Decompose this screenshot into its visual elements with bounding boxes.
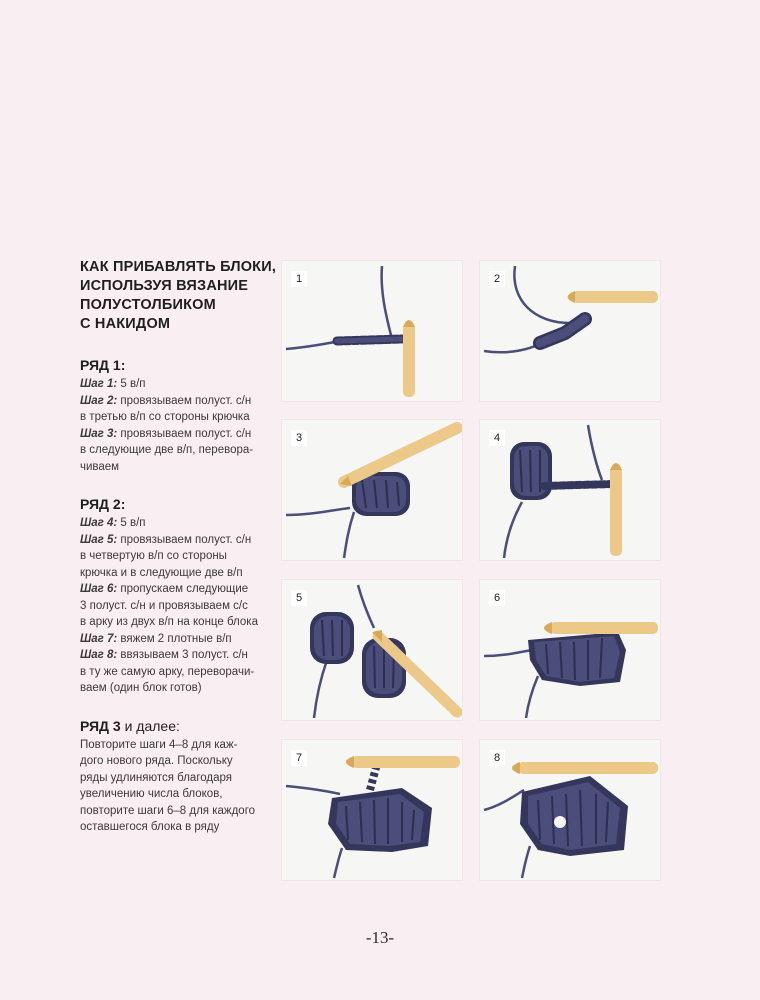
crochet-illustration — [480, 740, 660, 880]
page-number: -13- — [365, 928, 395, 947]
instructions-column — [80, 258, 277, 836]
step-text: пропускаем следующие — [117, 583, 249, 595]
step-photo-2 — [480, 261, 660, 401]
instruction-line — [80, 565, 270, 582]
step-text: в ту же самую арку, переворачи- — [80, 665, 255, 678]
instruction-line — [80, 680, 270, 697]
instruction-line — [80, 409, 270, 426]
instruction-line — [80, 631, 270, 648]
step-number: 6 — [489, 590, 505, 606]
step-text: увеличению числа блоков, — [80, 788, 223, 800]
instruction-line — [80, 459, 270, 476]
step-photo-5 — [282, 580, 462, 720]
crochet-illustration — [282, 580, 462, 720]
title-line: КАК ПРИБАВЛЯТЬ БЛОКИ, — [80, 259, 277, 275]
step-text: в арку из двух в/п на конце блока — [80, 616, 258, 628]
page-title — [80, 258, 277, 334]
crochet-illustration — [480, 261, 660, 401]
instruction-line — [80, 819, 270, 836]
step-photo-3 — [282, 420, 462, 560]
instruction-line — [80, 442, 270, 459]
step-text: повторите шаги 6–8 для каждого — [80, 804, 256, 817]
step-number: 1 — [291, 271, 307, 287]
row-title-label: РЯД 1: — [80, 357, 126, 373]
step-text: в четвертую в/п со стороны — [80, 550, 227, 562]
crochet-illustration — [282, 740, 462, 880]
crochet-illustration — [282, 261, 462, 401]
step-text: дого нового ряда. Поскольку — [80, 755, 233, 767]
step-label: Шаг 7: — [80, 632, 118, 645]
row-title — [80, 495, 270, 513]
step-number: 8 — [489, 750, 505, 766]
step-label: Шаг 6: — [80, 583, 118, 595]
row-1-section — [80, 356, 270, 475]
crochet-illustration — [480, 580, 660, 720]
instruction-line — [80, 393, 270, 410]
instruction-line — [80, 786, 270, 803]
instruction-line — [80, 770, 270, 787]
step-text: ваем (один блок готов) — [80, 682, 202, 694]
row-title-label: РЯД 2: — [80, 496, 126, 512]
instruction-line — [80, 581, 270, 598]
row-title — [80, 717, 270, 735]
step-photo-6 — [480, 580, 660, 720]
step-photo-8 — [480, 740, 660, 880]
step-text: ввязываем 3 полуст. с/н — [117, 649, 248, 661]
step-label: Шаг 2: — [80, 394, 118, 407]
row-3-section — [80, 717, 270, 836]
instruction-line — [80, 753, 270, 770]
step-label: Шаг 5: — [80, 533, 118, 546]
instruction-line — [80, 614, 270, 631]
step-number: 7 — [291, 750, 307, 766]
step-text: провязываем полуст. с/н — [117, 533, 252, 546]
title-line: С НАКИДОМ — [80, 316, 171, 332]
step-text: провязываем полуст. с/н — [117, 427, 252, 440]
row-title-label: РЯД 3 — [80, 717, 121, 734]
row-title — [80, 356, 270, 374]
instruction-line — [80, 548, 270, 565]
step-text: 3 полуст. с/н и провязываем с/с — [80, 599, 248, 612]
step-number: 5 — [291, 590, 307, 606]
step-text: в следующие две в/п, перевора- — [80, 444, 254, 456]
step-photo-4 — [480, 420, 660, 560]
step-text: Повторите шаги 4–8 для каж- — [80, 738, 238, 751]
step-text: чиваем — [80, 460, 120, 473]
step-text: провязываем полуст. с/н — [117, 394, 252, 407]
instruction-line — [80, 803, 270, 820]
instruction-line — [80, 664, 270, 681]
instruction-line — [80, 376, 270, 393]
instruction-line — [80, 647, 270, 664]
instruction-line — [80, 426, 270, 443]
title-line: ПОЛУСТОЛБИКОМ — [80, 297, 216, 313]
step-label: Шаг 3: — [80, 427, 118, 440]
step-text: 5 в/п — [117, 517, 146, 529]
step-text: 5 в/п — [117, 378, 146, 390]
crochet-illustration — [282, 420, 462, 560]
title-line: ИСПОЛЬЗУЯ ВЯЗАНИЕ — [80, 278, 249, 294]
step-number: 2 — [489, 271, 505, 287]
instruction-line — [80, 737, 270, 754]
step-text: вяжем 2 плотные в/п — [117, 632, 232, 645]
step-label: Шаг 8: — [80, 649, 118, 661]
step-photo-1 — [282, 261, 462, 401]
step-number: 4 — [489, 430, 505, 446]
step-text: ряды удлиняются благодаря — [80, 771, 232, 784]
row-title-rest: и далее: — [120, 717, 180, 734]
step-photo-7 — [282, 740, 462, 880]
step-label: Шаг 1: — [80, 378, 118, 390]
instruction-line — [80, 515, 270, 532]
row-2-section — [80, 495, 270, 697]
instruction-line — [80, 598, 270, 615]
step-text: оставшегося блока в ряду — [80, 821, 220, 833]
step-number: 3 — [291, 430, 307, 446]
instruction-line — [80, 532, 270, 549]
step-label: Шаг 4: — [80, 517, 118, 529]
crochet-illustration — [480, 420, 660, 560]
step-text: крючка и в следующие две в/п — [80, 566, 243, 579]
step-text: в третью в/п со стороны крючка — [80, 411, 250, 423]
